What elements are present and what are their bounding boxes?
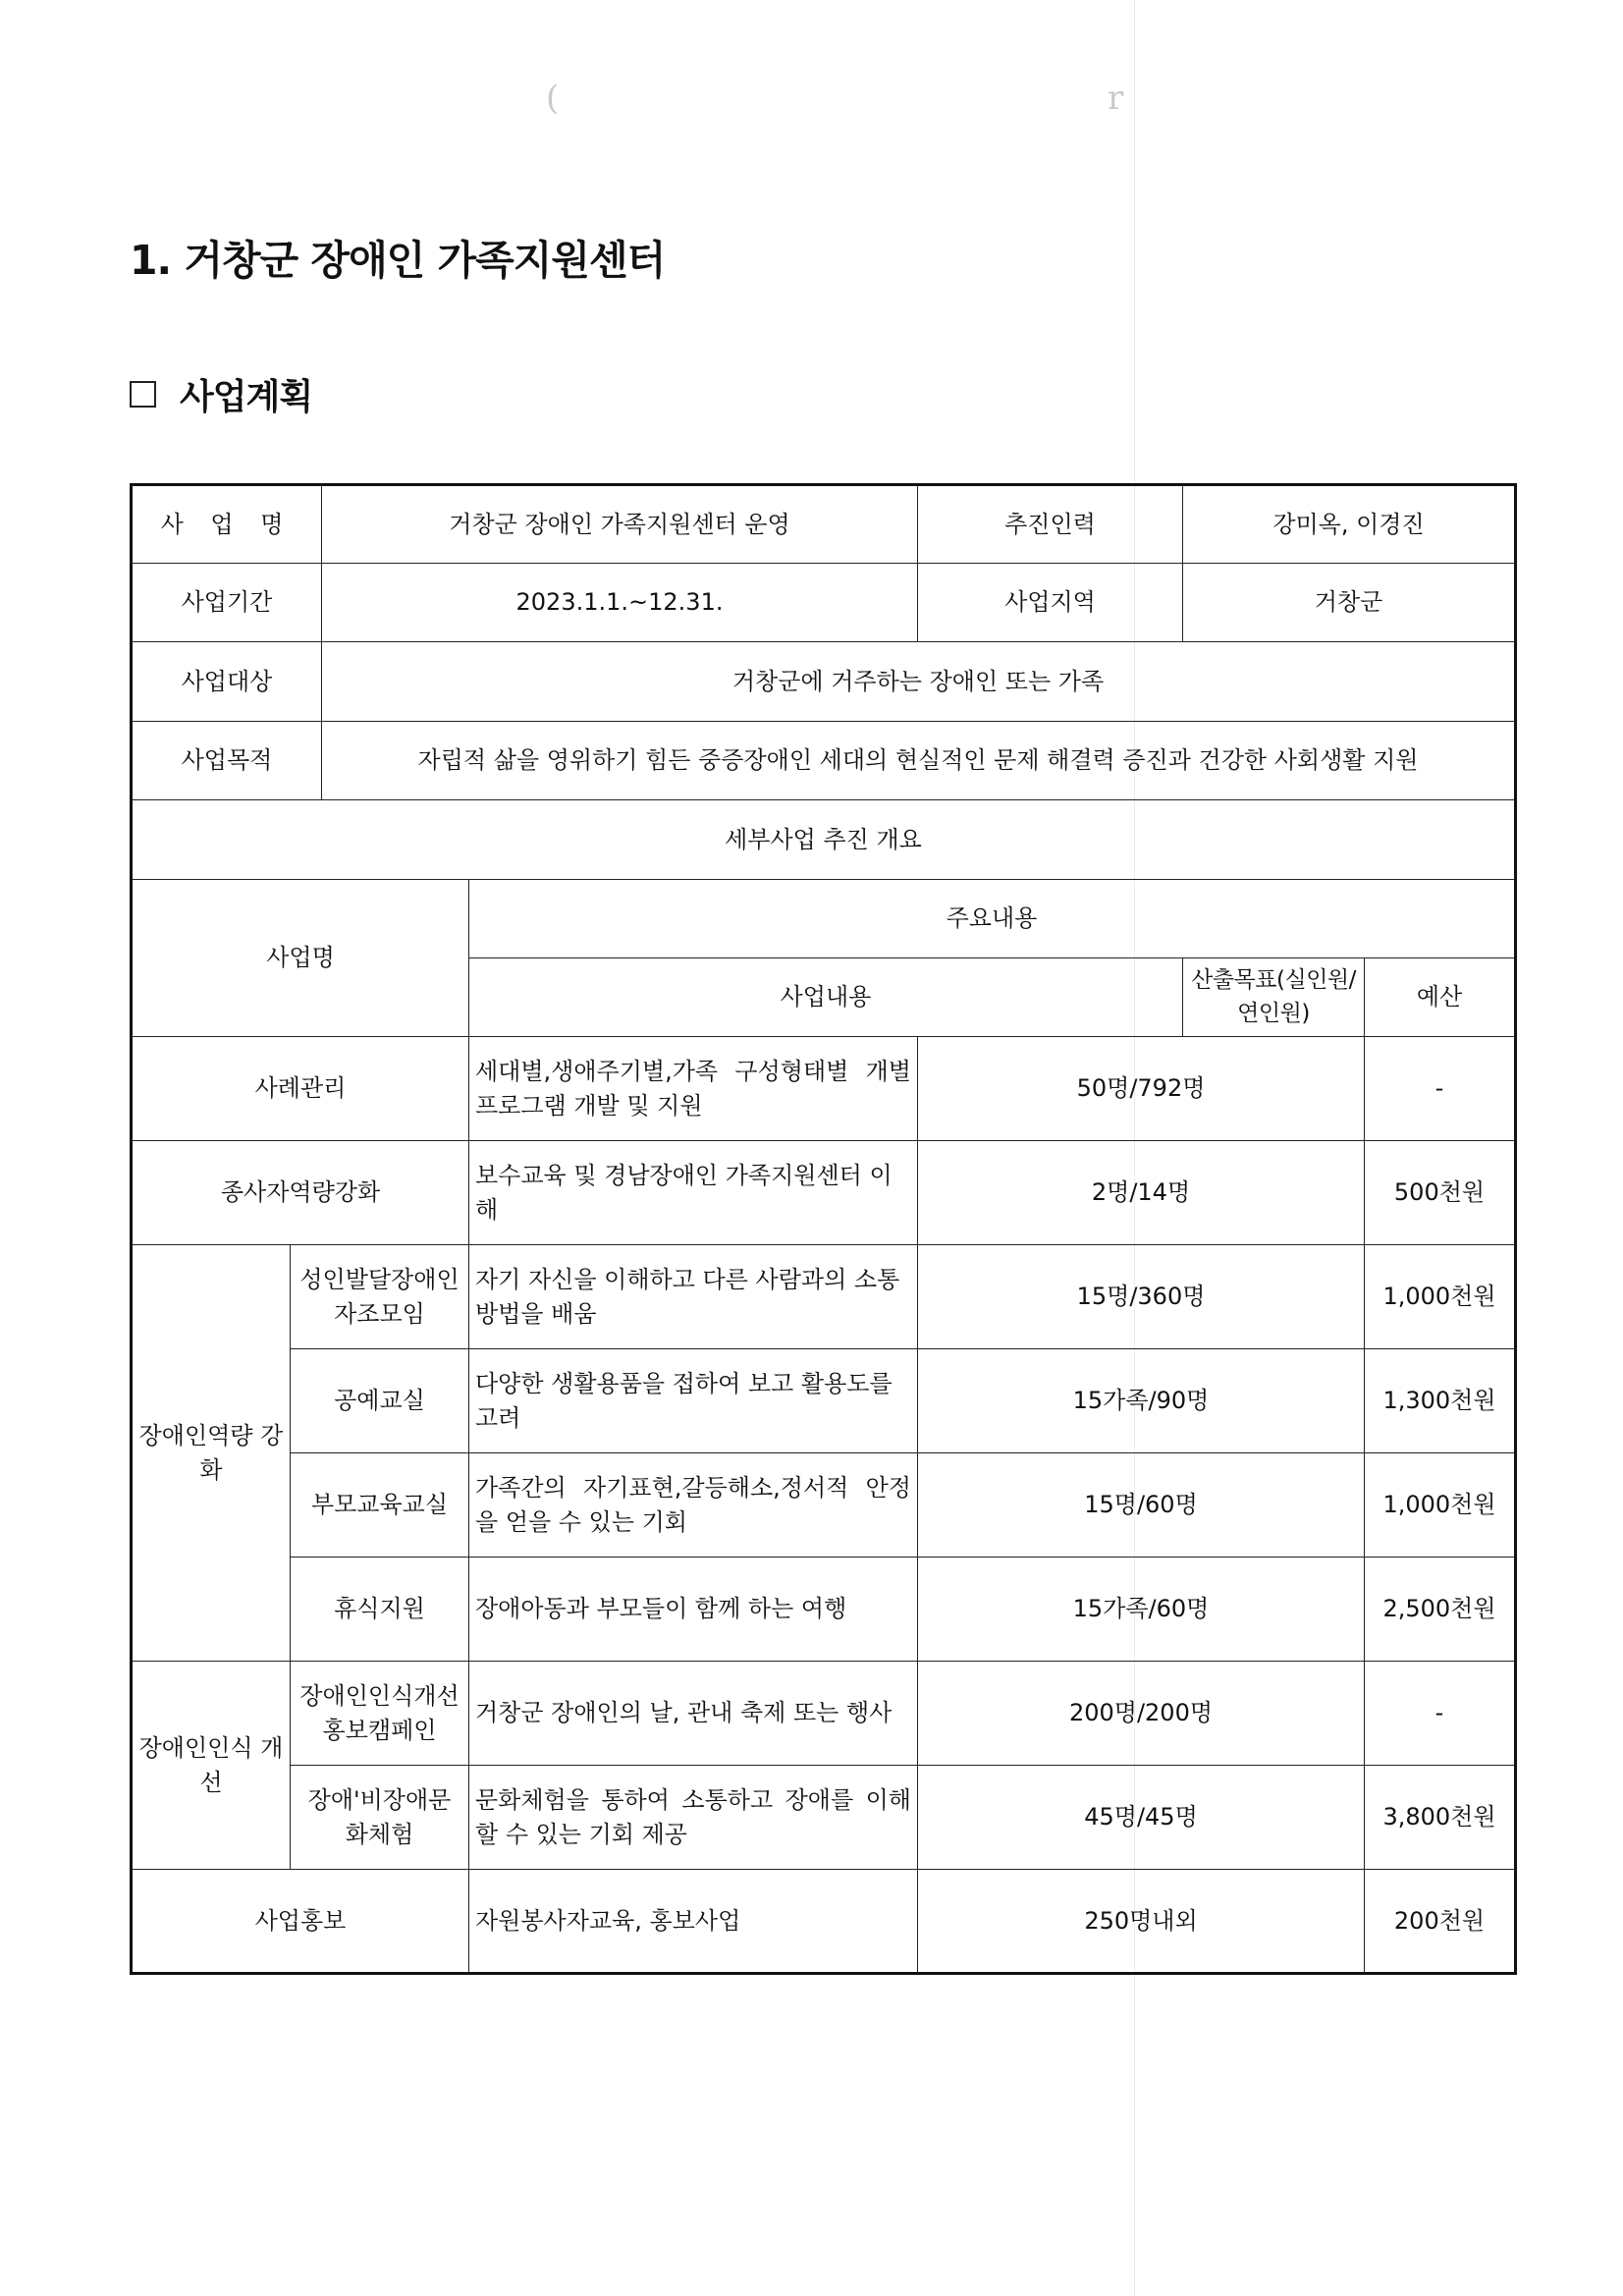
program-budget: 1,000천원 [1365, 1245, 1516, 1349]
program-budget: - [1365, 1662, 1516, 1766]
detail-heading: 세부사업 추진 개요 [132, 800, 1516, 880]
program-content: 가족간의 자기표현,갈등해소,정서적 안정을 얻을 수 있는 기회 [469, 1453, 918, 1558]
plan-row-name [132, 485, 1516, 564]
program-budget: - [1365, 1037, 1516, 1141]
program-name: 부모교육교실 [291, 1453, 469, 1558]
program-content: 자원봉사자교육, 홍보사업 [469, 1870, 918, 1974]
plan-row-target [132, 642, 1516, 722]
program-budget: 1,300천원 [1365, 1349, 1516, 1453]
group-name: 장애인인식 개선 [132, 1662, 291, 1870]
program-content: 장애아동과 부모들이 함께 하는 여행 [469, 1558, 918, 1662]
plan-row-period [132, 564, 1516, 642]
program-name: 종사자역량강화 [132, 1141, 469, 1245]
target-label: 사업대상 [132, 642, 322, 722]
table-row [132, 1870, 1516, 1974]
header-budget: 예산 [1365, 958, 1516, 1037]
program-content: 세대별,생애주기별,가족 구성형태별 개별프로그램 개발 및 지원 [469, 1037, 918, 1141]
program-name: 사업홍보 [132, 1870, 469, 1974]
program-target: 15가족/90명 [918, 1349, 1365, 1453]
program-content: 다양한 생활용품을 접하여 보고 활용도를 고려 [469, 1349, 918, 1453]
table-row [132, 1662, 1516, 1766]
program-budget: 1,000천원 [1365, 1453, 1516, 1558]
checkbox-icon [130, 381, 156, 408]
table-row [132, 1558, 1516, 1662]
program-content: 문화체험을 통하여 소통하고 장애를 이해 할 수 있는 기회 제공 [469, 1766, 918, 1870]
group-name: 장애인역량 강화 [132, 1245, 291, 1662]
target-value: 거창군에 거주하는 장애인 또는 가족 [322, 642, 1516, 722]
document-title: 1. 거창군 장애인 가족지원센터 [130, 237, 666, 284]
region-label: 사업지역 [918, 564, 1183, 642]
table-row [132, 1349, 1516, 1453]
table-row [132, 1453, 1516, 1558]
program-content: 보수교육 및 경남장애인 가족지원센터 이해 [469, 1141, 918, 1245]
program-name: 장애'비장애문 화체험 [291, 1766, 469, 1870]
program-target: 15명/360명 [918, 1245, 1365, 1349]
program-target: 50명/792명 [918, 1037, 1365, 1141]
table-row [132, 1245, 1516, 1349]
header-target: 산출목표(실인원/연인원) [1183, 958, 1365, 1037]
section-title: 사업계획 [180, 377, 313, 417]
staff-label: 추진인력 [918, 485, 1183, 564]
plan-row-purpose [132, 722, 1516, 800]
table-row [132, 1766, 1516, 1870]
name-value: 거창군 장애인 가족지원센터 운영 [322, 485, 918, 564]
name-label: 사 업 명 [132, 485, 322, 564]
period-label: 사업기간 [132, 564, 322, 642]
program-name: 공예교실 [291, 1349, 469, 1453]
program-name: 휴식지원 [291, 1558, 469, 1662]
header-main-content: 주요내용 [469, 880, 1516, 958]
scan-mark: r [1108, 79, 1124, 118]
program-budget: 3,800천원 [1365, 1766, 1516, 1870]
period-value: 2023.1.1.~12.31. [322, 564, 918, 642]
region-value: 거창군 [1183, 564, 1516, 642]
table-row [132, 1037, 1516, 1141]
header-program: 사업명 [132, 880, 469, 1037]
program-content: 자기 자신을 이해하고 다른 사람과의 소통방법을 배움 [469, 1245, 918, 1349]
program-target: 2명/14명 [918, 1141, 1365, 1245]
staff-value: 강미옥, 이경진 [1183, 485, 1516, 564]
business-plan-table [130, 483, 1517, 1975]
program-budget: 200천원 [1365, 1870, 1516, 1974]
purpose-value: 자립적 삶을 영위하기 힘든 중증장애인 세대의 현실적인 문제 해결력 증진과 건강한 사회생활 지원 [322, 722, 1516, 800]
program-budget: 2,500천원 [1365, 1558, 1516, 1662]
program-name: 성인발달장애인 자조모임 [291, 1245, 469, 1349]
program-content: 거창군 장애인의 날, 관내 축제 또는 행사 [469, 1662, 918, 1766]
section-heading [130, 369, 312, 419]
program-target: 15명/60명 [918, 1453, 1365, 1558]
program-target: 45명/45명 [918, 1766, 1365, 1870]
detail-heading-row [132, 800, 1516, 880]
program-name: 장애인인식개선 홍보캠페인 [291, 1662, 469, 1766]
program-budget: 500천원 [1365, 1141, 1516, 1245]
scan-mark: ( [546, 79, 560, 118]
purpose-label: 사업목적 [132, 722, 322, 800]
table-row [132, 1141, 1516, 1245]
program-target: 200명/200명 [918, 1662, 1365, 1766]
header-content: 사업내용 [469, 958, 1183, 1037]
program-target: 15가족/60명 [918, 1558, 1365, 1662]
detail-header-row [132, 880, 1516, 958]
program-name: 사례관리 [132, 1037, 469, 1141]
program-target: 250명내외 [918, 1870, 1365, 1974]
